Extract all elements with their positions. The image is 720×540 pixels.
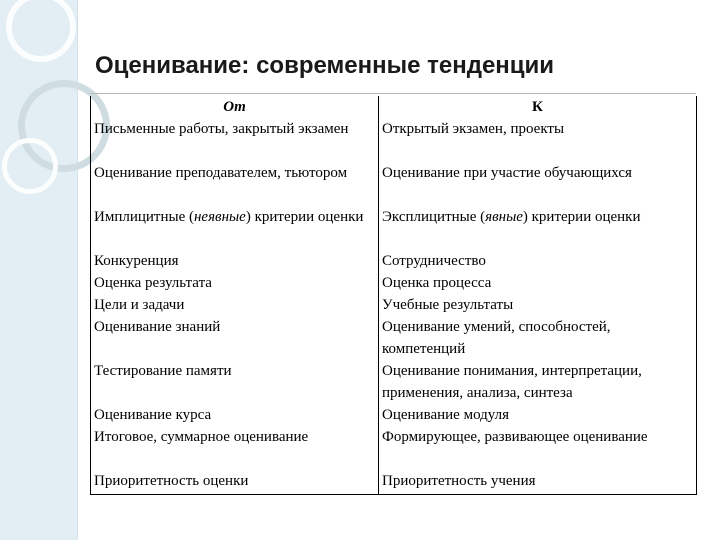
cell-to: Оценка процесса <box>379 272 697 294</box>
table-row <box>91 404 697 426</box>
cell-from: Тестирование памяти <box>94 363 232 379</box>
table-header-row <box>91 96 697 118</box>
cell-to: Оценивание модуля <box>379 404 697 426</box>
cell-from: Итоговое, суммарное оценивание <box>94 429 309 445</box>
table-row <box>91 294 697 316</box>
cell-to: Оценивание умений, способностей, компетенций <box>379 316 697 360</box>
table-row <box>91 272 697 294</box>
cell-from: Оценка результата <box>94 275 212 291</box>
cell-text: ) критерии оценки <box>522 209 641 225</box>
cell-to <box>379 206 697 250</box>
table-row <box>91 470 697 495</box>
cell-from: Оценивание преподавателем, тьютором <box>94 165 348 181</box>
cell-to: Открытый экзамен, проекты <box>379 118 697 162</box>
comparison-table <box>90 96 697 495</box>
cell-to: Сотрудничество <box>379 250 697 272</box>
cell-to: Учебные результаты <box>379 294 697 316</box>
cell-from: Приоритетность оценки <box>94 473 249 489</box>
cell-italic-text: явные <box>485 209 523 225</box>
table-row <box>91 162 697 206</box>
cell-italic-text: неявные <box>193 209 246 225</box>
decorative-ring <box>2 138 58 194</box>
slide-title: Оценивание: современные тенденции <box>95 52 555 79</box>
header-from: От <box>223 99 246 115</box>
cell-to: Оценивание понимания, интерпретации, применения, анализа, синтеза <box>379 360 697 404</box>
cell-from: Оценивание знаний <box>94 319 221 335</box>
cell-to: Формирующее, развивающее оценивание <box>379 426 697 470</box>
cell-from: Цели и задачи <box>94 297 185 313</box>
cell-from <box>91 206 379 250</box>
header-to: К <box>379 96 697 118</box>
table-row <box>91 206 697 250</box>
cell-text: Эксплицитные ( <box>382 209 486 225</box>
table-row <box>91 426 697 470</box>
cell-text: Имплицитные ( <box>94 209 194 225</box>
table-row <box>91 250 697 272</box>
table-row <box>91 316 697 360</box>
table-row <box>91 118 697 162</box>
cell-from: Конкуренция <box>94 253 179 269</box>
title-divider <box>90 93 696 94</box>
cell-text: ) критерии оценки <box>245 209 364 225</box>
table-row <box>91 360 697 404</box>
cell-from: Письменные работы, закрытый экзамен <box>94 121 349 137</box>
cell-to: Оценивание при участие обучающихся <box>379 162 697 206</box>
cell-from: Оценивание курса <box>94 407 212 423</box>
cell-to: Приоритетность учения <box>379 470 697 495</box>
